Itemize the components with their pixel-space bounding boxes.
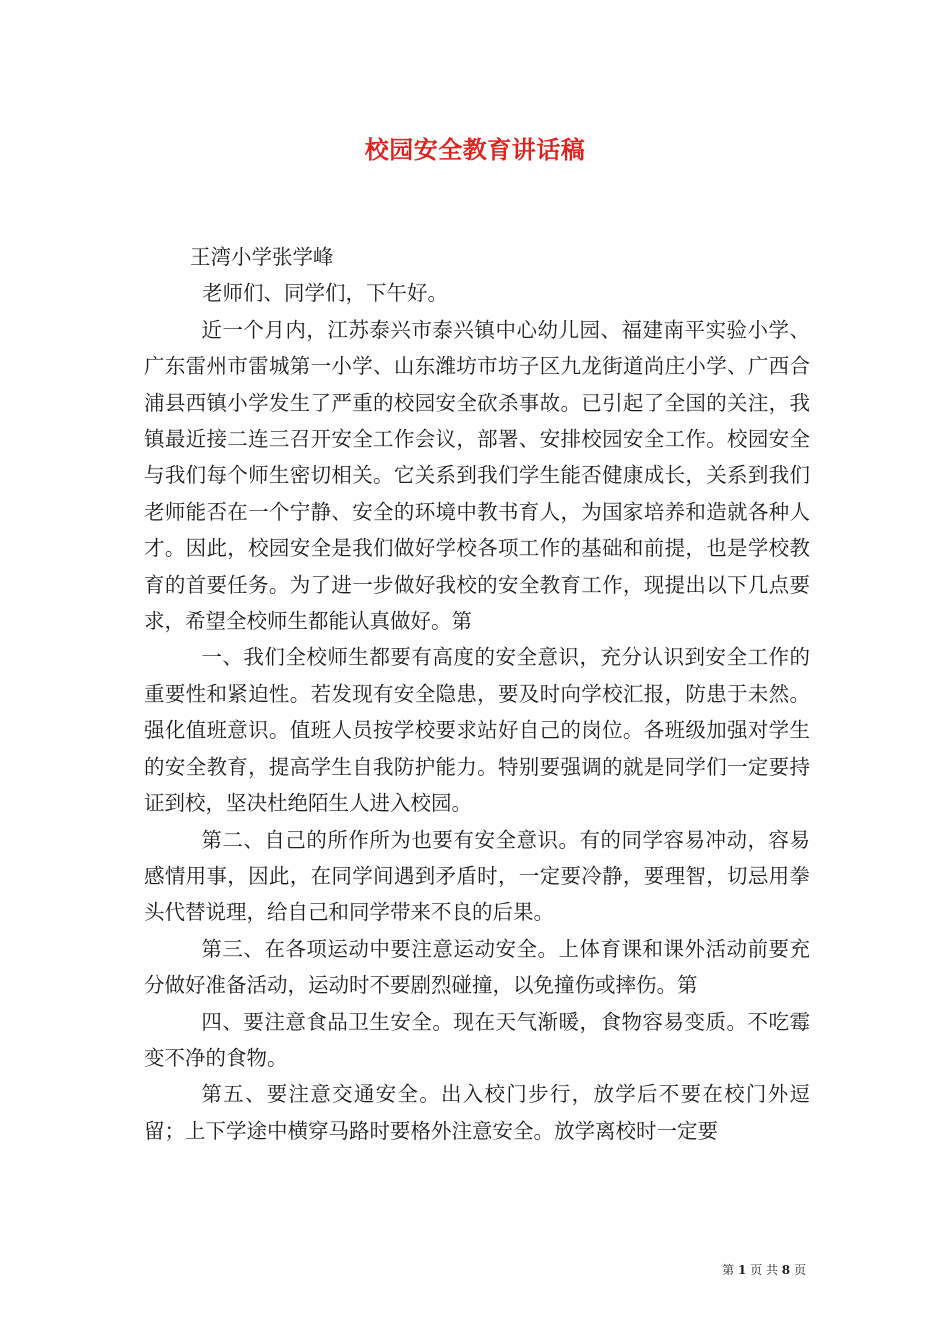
paragraph-point-4: 四、要注意食品卫生安全。现在天气渐暖，食物容易变质。不吃霉变不净的食物。 xyxy=(144,1009,810,1070)
paragraph-point-1: 一、我们全校师生都要有高度的安全意识，充分认识到安全工作的重要性和紧迫性。若发现有安全隐患，要及时向学校汇报，防患于未然。强化值班意识。值班人员按学校要求站好自己的岗位。各班级加强对学生的安全教育，提高学生自我防护能力。特别要强调的就是同学们一定要持证到校，坚决杜绝陌生人进入校园。 xyxy=(144,645,810,816)
footer-page-number: 1 xyxy=(737,1263,747,1277)
footer-prefix: 第 xyxy=(722,1263,735,1277)
footer-total-pages: 8 xyxy=(781,1263,791,1277)
paragraph-intro: 近一个月内，江苏泰兴市泰兴镇中心幼儿园、福建南平实验小学、广东雷州市雷城第一小学、山东潍坊市坊子区九龙街道尚庄小学、广西合浦县西镇小学发生了严重的校园安全砍杀事故。已引起了全国的关注，我镇最近接二连三召开安全工作会议，部署、安排校园安全工作。校园安全与我们每个师生密切相关。它关系到我们学生能否健康成长，关系到我们老师能否在一个宁静、安全的环境中教书育人，为国家培养和造就各种人才。因此，校园安全是我们做好学校各项工作的基础和前提，也是学校教育的首要任务。为了进一步做好我校的安全教育工作，现提出以下几点要求，希望全校师生都能认真做好。第 xyxy=(144,317,810,634)
document-title: 校园安全教育讲话稿 xyxy=(364,135,586,164)
paragraph-point-5: 第五、要注意交通安全。出入校门步行，放学后不要在校门外逗留；上下学途中横穿马路时要格外注意安全。放学离校时一定要 xyxy=(144,1082,810,1143)
document-body xyxy=(144,239,810,1149)
greeting-line: 老师们、同学们，下午好。 xyxy=(202,281,448,306)
author-line: 王湾小学张学峰 xyxy=(190,245,334,269)
footer-middle: 页 共 xyxy=(750,1263,778,1277)
page-footer xyxy=(722,1262,806,1278)
footer-suffix: 页 xyxy=(793,1263,806,1277)
paragraph-point-3: 第三、在各项运动中要注意运动安全。上体育课和课外活动前要充分做好准备活动，运动时不要剧烈碰撞，以免撞伤或摔伤。第 xyxy=(144,936,810,998)
paragraph-point-2: 第二、自己的所作所为也要有安全意识。有的同学容易冲动，容易感情用事，因此，在同学间遇到矛盾时，一定要冷静，要理智，切忌用拳头代替说理，给自己和同学带来不良的后果。 xyxy=(144,827,810,925)
